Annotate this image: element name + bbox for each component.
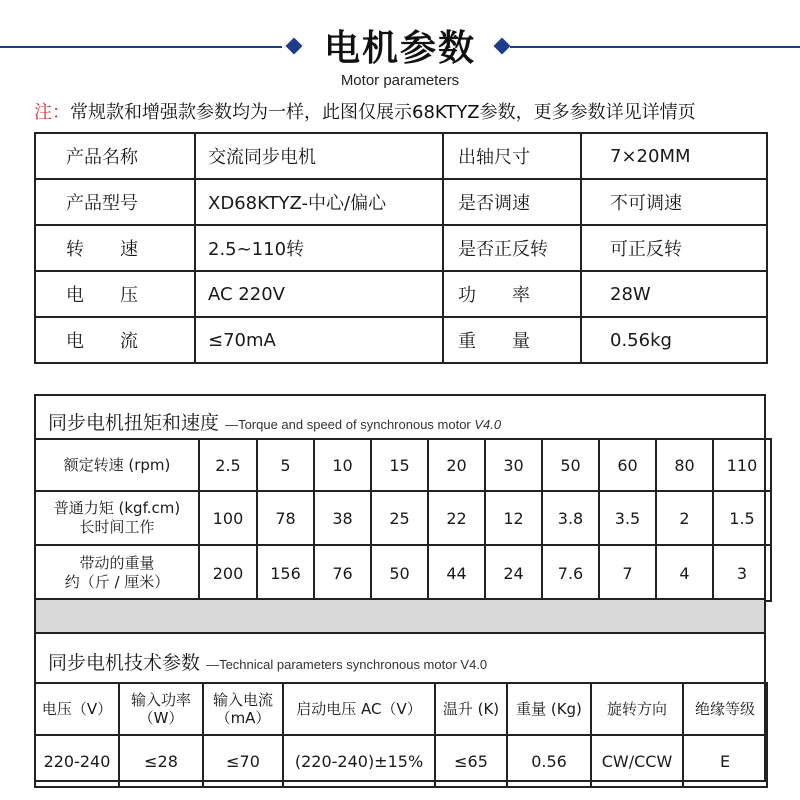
torque-cell: 7 [599, 545, 656, 601]
tech-cell: E [683, 735, 767, 787]
torque-cell: 2.5 [199, 439, 257, 491]
torque-cell: 22 [428, 491, 485, 545]
torque-cell: 3 [713, 545, 771, 601]
spec-label: 是否调速 [443, 179, 581, 225]
spec-label: 产品名称 [35, 133, 195, 179]
torque-version: V4.0 [474, 417, 502, 432]
torque-cell: 30 [485, 439, 542, 491]
spec-value: 0.56kg [581, 317, 767, 363]
torque-cell: 25 [371, 491, 428, 545]
torque-cell: 20 [428, 439, 485, 491]
table-row [35, 271, 767, 317]
torque-row-label [35, 491, 199, 545]
spec-value: ≤70mA [195, 317, 443, 363]
spec-label: 出轴尺寸 [443, 133, 581, 179]
torque-row-label-line: 约（斤 / 厘米） [64, 573, 170, 591]
torque-cell: 24 [485, 545, 542, 601]
header-line-right [510, 46, 800, 48]
torque-cell: 3.8 [542, 491, 599, 545]
table-row [35, 179, 767, 225]
torque-cell: 100 [199, 491, 257, 545]
torque-title-en [225, 417, 501, 432]
torque-cell: 44 [428, 545, 485, 601]
tech-cell: CW/CCW [591, 735, 683, 787]
torque-cell: 76 [314, 545, 371, 601]
tech-table [34, 682, 768, 788]
table-row [35, 491, 771, 545]
torque-cell: 2 [656, 491, 713, 545]
header [0, 0, 800, 95]
tech-header: 输入功率 （W） [119, 683, 203, 735]
torque-row-label-line: 普通力矩 (kgf.cm) [53, 499, 181, 517]
page-subtitle: Motor parameters [340, 72, 460, 89]
torque-cell: 4 [656, 545, 713, 601]
torque-cell: 60 [599, 439, 656, 491]
torque-row-label: 额定转速 (rpm) [35, 439, 199, 491]
torque-cell: 1.5 [713, 491, 771, 545]
tech-section [34, 632, 766, 782]
tech-header: 绝缘等级 [683, 683, 767, 735]
spec-label: 电 流 [35, 317, 195, 363]
spec-value: 2.5~110转 [195, 225, 443, 271]
spec-value: 交流同步电机 [195, 133, 443, 179]
torque-table [34, 438, 772, 602]
note-label: 注： [34, 102, 70, 123]
tech-header: 温升 (K) [435, 683, 507, 735]
tech-header: 输入电流 （mA） [203, 683, 283, 735]
tech-cell: ≤28 [119, 735, 203, 787]
torque-cell: 15 [371, 439, 428, 491]
spec-value: AC 220V [195, 271, 443, 317]
torque-cell: 3.5 [599, 491, 656, 545]
torque-title-en-text: —Torque and speed of synchronous motor [225, 417, 475, 432]
table-row [35, 545, 771, 601]
torque-cell: 38 [314, 491, 371, 545]
torque-title-cn: 同步电机扭矩和速度 [48, 412, 220, 434]
torque-row-label [35, 545, 199, 601]
torque-cell: 80 [656, 439, 713, 491]
spec-label: 转 速 [35, 225, 195, 271]
tech-header: 电压（V） [35, 683, 119, 735]
tech-cell: 0.56 [507, 735, 591, 787]
page-title: 电机参数 [323, 28, 476, 69]
note [34, 98, 696, 124]
spec-value: 可正反转 [581, 225, 767, 271]
torque-cell: 78 [257, 491, 314, 545]
tech-title-cn: 同步电机技术参数 [48, 652, 201, 674]
torque-cell: 50 [542, 439, 599, 491]
gray-divider [34, 600, 766, 632]
spec-value: 不可调速 [581, 179, 767, 225]
torque-cell: 7.6 [542, 545, 599, 601]
table-row [35, 133, 767, 179]
table-row [35, 735, 767, 787]
spec-label: 功 率 [443, 271, 581, 317]
tech-cell: ≤65 [435, 735, 507, 787]
spec-value: XD68KTYZ-中心/偏心 [195, 179, 443, 225]
torque-row-label-line: 长时间工作 [79, 518, 155, 536]
tech-header: 旋转方向 [591, 683, 683, 735]
torque-cell: 5 [257, 439, 314, 491]
table-row [35, 439, 771, 491]
table-row [35, 683, 767, 735]
header-line-left [0, 46, 282, 48]
spec-value: 28W [581, 271, 767, 317]
torque-cell: 10 [314, 439, 371, 491]
torque-title [36, 396, 764, 440]
table-row [35, 225, 767, 271]
tech-cell: 220-240 [35, 735, 119, 787]
torque-row-label-line: 带动的重量 [79, 554, 155, 572]
torque-cell: 12 [485, 491, 542, 545]
spec-label: 重 量 [443, 317, 581, 363]
torque-section [34, 394, 766, 600]
spec-label: 产品型号 [35, 179, 195, 225]
spec-value: 7×20MM [581, 133, 767, 179]
torque-cell: 50 [371, 545, 428, 601]
table-row [35, 317, 767, 363]
tech-cell: ≤70 [203, 735, 283, 787]
tech-title [36, 634, 764, 678]
torque-cell: 110 [713, 439, 771, 491]
tech-title-en: —Technical parameters synchronous motor V4.0 [206, 657, 488, 672]
tech-header: 启动电压 AC（V） [283, 683, 435, 735]
spec-label: 电 压 [35, 271, 195, 317]
spec-table [34, 132, 768, 364]
note-text: 常规款和增强款参数均为一样，此图仅展示68KTYZ参数，更多参数详见详情页 [70, 102, 696, 123]
tech-cell: (220-240)±15% [283, 735, 435, 787]
tech-header: 重量 (Kg) [507, 683, 591, 735]
spec-label: 是否正反转 [443, 225, 581, 271]
torque-cell: 156 [257, 545, 314, 601]
torque-cell: 200 [199, 545, 257, 601]
